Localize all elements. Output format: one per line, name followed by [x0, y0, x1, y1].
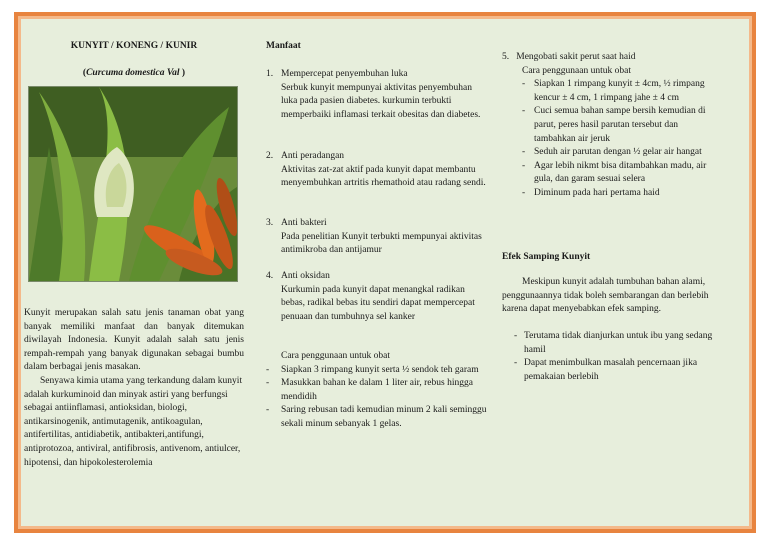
usage-step: - Saring rebusan tadi kemudian minum 2 kali seminggu sekali minum sebanyak 1 gelas. [266, 405, 487, 429]
benefit-item-5: 5. Mengobati sakit perut saat haid Cara penggunaan untuk obat - Siapkan 1 rimpang kunyit ± 4cm, ½ rimpang kencur ± 4 cm, 1 rimpang jahe ± 4 cm - Cuci semua bahan sampe bersih kemudian di parut, peres hasil parutan tersebut dan tambahkan air jeruk - Seduh air parutan dengan ½ gelar air hangat - Agar lebih nikmt bisa ditambahkan madu, air gula, dan garam sesuai selera - Diminum pada hari pertama haid [502, 51, 718, 201]
efek-heading: Efek Samping Kunyit [502, 252, 591, 262]
step-item: - Siapkan 1 rimpang kunyit ± 4cm, ½ rimpang kencur ± 4 cm, 1 rimpang jahe ± 4 cm [522, 79, 705, 103]
brochure-title: KUNYIT / KONENG / KUNIR [70, 41, 198, 51]
efek-item: - Dapat menimbulkan masalah pencernaan jika pemakaian berlebih [514, 358, 698, 382]
usage-list [266, 350, 488, 432]
step-item: - Seduh air parutan dengan ½ gelar air hangat [522, 147, 702, 158]
step-item: - Agar lebih nikmt bisa ditambahkan madu, air gula, dan garam sesuai selera [522, 160, 707, 185]
manfaat-heading: Manfaat [266, 41, 301, 51]
latin-name: (Curcuma domestica Val ) [82, 68, 186, 78]
benefit-item-1: 1. Mempercepat penyembuhan luka Serbuk kunyit mempunyai aktivitas penyembuhan luka pada pasien diabetes. kurkumin terbukti memperbaiki inflamasi terkait obesitas dan diabetes. [266, 69, 481, 120]
step-item: - Cuci semua bahan sampe bersih kemudian di parut, peres hasil parutan tersebut dan tambahkan air jeruk [522, 106, 706, 144]
latin-name-text: Curcuma domestica Val [86, 68, 180, 78]
efek-list [502, 330, 718, 384]
intro-paragraph-2: Senyawa kimia utama yang terkandung dalam kunyit adalah kurkuminoid dan minyak astiri yang berfungsi sebagai antiinflamasi, antioksidan, biologi, antikarsinogenik, antimutagenik, antikoagulan, antifertilitas, antidiabetik, antibakteri,antifungi, antiprotozoa, antiviral, antifibrosis, antivenom, antiulcer, hipotensi, dan hipokolesterolemia [24, 375, 243, 468]
intro-text [24, 307, 244, 470]
benefit-item-2: 2. Anti peradangan Aktivitas zat-zat aktif pada kunyit dapat membantu menyembuhkan artritis rhemathoid atau radang sendi. [266, 151, 486, 189]
efek-text: Meskipun kunyit adalah tumbuhan bahan alami, penggunaannya tidak boleh sembarangan dan berlebih karena dapat menyebabkan efek samping. [502, 277, 709, 315]
efek-item: - Terutama tidak dianjurkan untuk ibu yang sedang hamil [514, 331, 713, 355]
usage-title: Cara penggunaan untuk obat [281, 351, 390, 361]
step-item: - Diminum pada hari pertama haid [522, 187, 660, 198]
turmeric-plant-photo [28, 86, 238, 282]
benefit-item-4: 4. Anti oksidan Kurkumin pada kunyit dapat menangkal radikan bebas, radikal bebas itu sendiri dapat mempercepat penuaan dan tumbuhnya sel kanker [266, 271, 475, 322]
benefit-item-3: 3. Anti bakteri Pada penelitian Kunyit terbukti mempunyai aktivitas antimikroba dan antijamur [266, 218, 482, 256]
usage-step: - Masukkan bahan ke dalam 1 liter air, rebus hingga mendidih [266, 378, 473, 402]
usage-step: - Siapkan 3 rimpang kunyit serta ½ sendok teh garam [266, 364, 479, 375]
intro-paragraph-1: Kunyit merupakan salah satu jenis tanaman obat yang banyak memiliki manfaat dan banyak ditemukan diwilayah Indonesia. Kunyit adalah salah satu jenis rempah-rempah yang banyak digunakan sebagai bumbu dalam berbagai jenis masakan. [24, 308, 244, 373]
